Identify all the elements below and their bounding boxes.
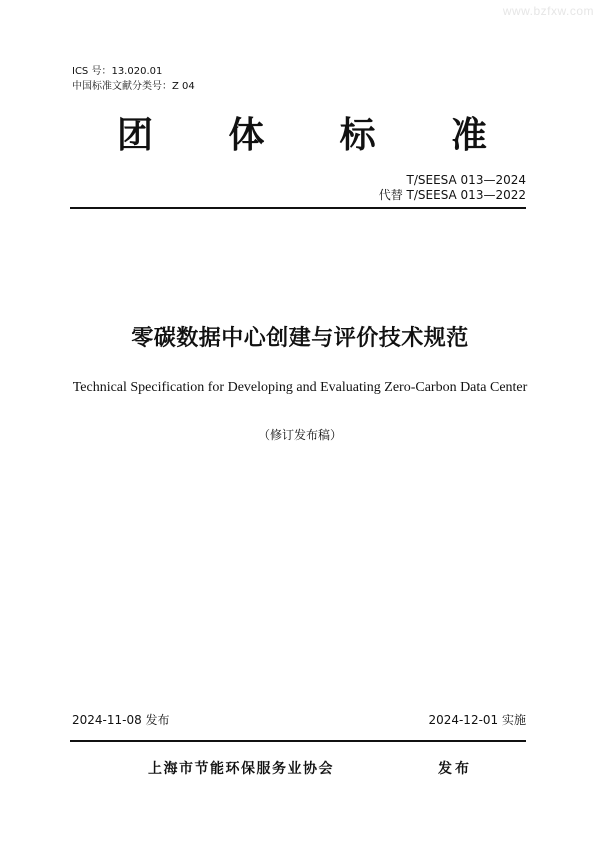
publisher-name: 上海市节能环保服务业协会 [148, 761, 334, 777]
document-title-chinese: 零碳数据中心创建与评价技术规范 [131, 326, 469, 351]
standard-number: T/SEESA 013—2024 [406, 173, 526, 187]
document-status: （修订发布稿） [257, 428, 342, 442]
standard-type-char: 团 [117, 115, 154, 156]
implementation-date: 2024-12-01 实施 [428, 713, 526, 727]
publish-label: 发布 [438, 761, 472, 777]
header-divider [70, 207, 526, 209]
standard-type-char: 标 [339, 115, 376, 156]
standard-type-heading [117, 114, 487, 158]
issue-date: 2024-11-08 发布 [72, 713, 170, 727]
ccs-classification: 中国标准文献分类号：Z 04 [72, 81, 195, 92]
watermark-text: www.bzfxw.com [502, 4, 594, 18]
footer-divider [70, 740, 526, 742]
standard-type-char: 准 [450, 115, 487, 156]
replaced-standard-number: 代替 T/SEESA 013—2022 [378, 188, 526, 202]
ics-number: ICS 号：13.020.01 [72, 66, 163, 77]
standard-type-char: 体 [228, 115, 265, 156]
document-title-english: Technical Specification for Developing and Evaluating Zero-Carbon Data Center [72, 380, 528, 395]
